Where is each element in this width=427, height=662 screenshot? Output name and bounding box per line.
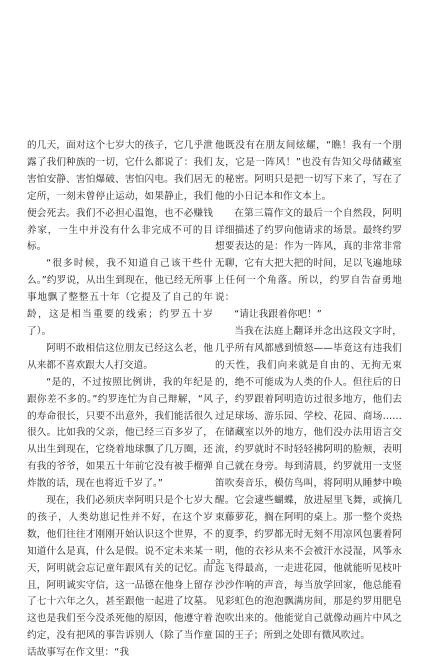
paragraph: “请让我跟着你吧！” [234, 309, 322, 321]
page-number: 103 [206, 558, 221, 566]
paragraph: 现在，我们必须庆幸阿明只是个七岁大的孩子，人类幼崽记性并不好，在这个岁数，他们往往才刚刚开始认识这个世界，不知道什么是真，什么是假。说不定未来某一天，阿明就会忘记童年跟风有关的记忆。而且，阿明诚实守信，这一品德在他身上留存了七十六年之久，甚至跟他一起进了坟墓。这也是我们至今没杀死他的原因，他遵守着约定，没有把风的事告诉别人（除了当作童话故事写在作文里：“我 [27, 495, 213, 659]
paragraph: 在第三篇作文的最后一个自然段，阿明详细描述了约罗向他请求的场景。最终约罗想要表达的是：作为一阵风，真的非常非常无聊，它有大把大把的时间，足以飞遍地球上任何一个角落。所以，约罗自告奋勇地说： [215, 207, 402, 304]
left-text-column [27, 138, 213, 662]
paragraph: 当我在法庭上翻译并念出这段文字时，几乎所有风都感到愤怒——毕竟这有违我们的天性，我们向来就是自由的、无拘无束的，绝不可能成为人类的仆人。但往后的日子，约罗跟着阿明造访过很多地方，他们去过足球场、游乐园、学校、花园、商场……在储藏室以外的地方，他们没办法用语言交流，约罗就时不时轻轻拂阿明的脸颊，表明自己就在身旁。每到清晨，约罗就用一支竖笛吹奏音乐，模仿鸟叫，将阿明从睡梦中唤醒。它会逮些蝴蝶，放进屋里飞舞，或摘几束藤萝花，搁在阿明的桌上。那一整个炎热的夏季，约罗都无时无刻不用凉风包裹着阿明，他的衣衫从来不会被汗水浸湿，风筝永远飞得最高，一走进花园，他就能听见枝叶沙沙作响的声音，每当放学回家，他总能看见彩虹色的泡泡飘满房间，那是约罗用肥皂泡吹出来的。他能觉自己就像动画片中风之国的王子；所到之处即有微风吹过。 [215, 325, 402, 642]
paragraph: “很多时候，我不知道自己该干些什么。”约罗说，从出生到现在，他已经无所事事地飘了整整五十年（它提及了自己的年龄，这是相当重要的线索；约罗五十岁了）。 [27, 258, 213, 337]
paragraph: “是的，不过按照比例讲，我的年纪是跟你差不多的。”约罗连忙为自己辩解，“风的寿命很长，只要不出意外，我们能活很久很久。比如我的父亲，他已经三百多岁了，从出生到现在，它绕着地球飘了几万圈，还有我的爷爷，如果五十年前它没有被手榴弹炸散的话，现在也将近千岁了。” [27, 376, 213, 490]
paragraph: 的几天，面对这个七岁大的孩子，它几乎泄露了我们种族的一切，它什么都说了：我们害怕安静、害怕爆破、害怕闪电。我们居无定所，一刻未曾停止运动，如果静止，我们便会死去。我们不必担心温饱，也不必赚钱养家，一生中并没有什么非完成不可的目标。 [27, 140, 213, 253]
paragraph: 阿明不敢相信这位朋友已经这么老，他从来都不喜欢跟大人打交道。 [27, 342, 213, 371]
paragraph: 他既没有在朋友间炫耀，“瞧！我有一个朋友，它是一阵风！”也没有告知父母储藏室的秘密。阿明只是把一切写下来了，写在了他的小日记本和作文本上。 [215, 140, 402, 202]
right-text-column [215, 138, 402, 645]
